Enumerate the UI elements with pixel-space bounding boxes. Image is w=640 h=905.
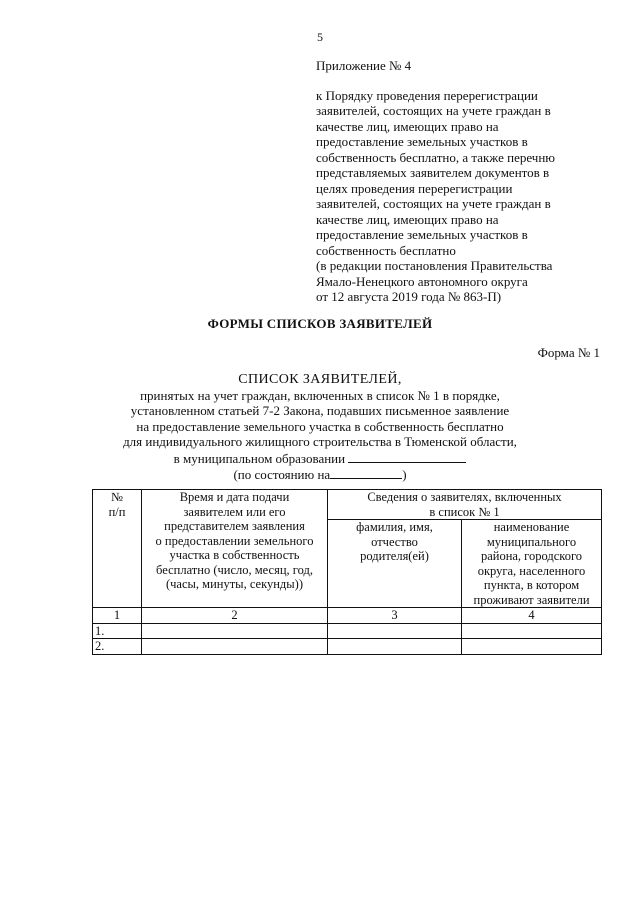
header-submission-time: Время и дата подачи заявителем или его представителем заявления о предоставлении земельного участка в собственность бесплатно (число, месяц, год, (часы, минуты, секунды)) xyxy=(142,490,328,608)
municipality-line xyxy=(0,450,640,467)
column-number: 3 xyxy=(328,608,462,624)
header-locality: наименование муниципального района, городского округа, населенного пункта, в котором проживают заявители xyxy=(462,520,602,608)
appendix-line: собственность бесплатно, а также перечню xyxy=(316,149,556,165)
column-number: 2 xyxy=(142,608,328,624)
appendix-line: целях проведения перерегистрации xyxy=(316,180,513,196)
appendix-line: качестве лиц, имеющих право на xyxy=(316,118,499,134)
as-of-line xyxy=(0,466,640,483)
table-cell xyxy=(142,623,328,639)
as-of-close: ) xyxy=(402,467,407,482)
header-full-name: фамилия, имя, отчество родителя(ей) xyxy=(328,520,462,608)
as-of-label: (по состоянию на xyxy=(233,467,331,482)
appendix-line: собственность бесплатно xyxy=(316,242,456,258)
appendix-line: предоставление земельных участков в xyxy=(316,134,528,149)
row-number: 1. xyxy=(93,623,142,639)
table-cell xyxy=(328,623,462,639)
form-number: Форма № 1 xyxy=(537,345,600,360)
appendix-line: предоставление земельных участков в xyxy=(316,227,528,242)
appendix-line: Ямало-Ненецкого автономного округа xyxy=(316,273,528,289)
appendix-line: заявителей, состоящих на учете граждан в xyxy=(316,196,551,211)
appendix-title: Приложение № 4 xyxy=(316,58,412,73)
list-title: СПИСОК ЗАЯВИТЕЛЕЙ, xyxy=(238,372,402,387)
table-cell xyxy=(462,623,602,639)
appendix-line: (в редакции постановления Правительства xyxy=(316,258,553,273)
municipality-label: в муниципальном образовании xyxy=(173,450,346,466)
header-applicant-info: Сведения о заявителях, включенных в список № 1 xyxy=(328,490,602,520)
column-number: 4 xyxy=(462,608,602,624)
list-line: установленном статьей 7-2 Закона, подавших письменное заявление xyxy=(130,403,510,418)
row-number: 2. xyxy=(93,639,142,655)
table-row xyxy=(93,623,602,639)
appendix-line: к Порядку проведения перерегистрации xyxy=(316,87,538,103)
table-cell xyxy=(462,639,602,655)
municipality-blank xyxy=(348,450,466,463)
list-intro xyxy=(0,372,640,483)
table-header-row xyxy=(93,490,602,520)
appendix-body xyxy=(316,88,616,305)
table-row xyxy=(93,639,602,655)
applicants-table xyxy=(92,489,602,655)
appendix-line: качестве лиц, имеющих право на xyxy=(316,211,499,227)
list-line: для индивидуального жилищного строительства в Тюменской области, xyxy=(123,434,517,449)
table-cell xyxy=(142,639,328,655)
column-number: 1 xyxy=(93,608,142,624)
page-number: 5 xyxy=(317,30,323,44)
column-number-row xyxy=(93,608,602,624)
header-number: № п/п xyxy=(93,490,142,608)
appendix-line: представляемых заявителем документов в xyxy=(316,165,550,180)
appendix-line: заявителей, состоящих на учете граждан в xyxy=(316,103,551,118)
list-line: принятых на учет граждан, включенных в список № 1 в порядке, xyxy=(140,387,500,403)
appendix-header xyxy=(316,58,616,305)
list-line: на предоставление земельного участка в собственность бесплатно xyxy=(136,418,504,434)
table-cell xyxy=(328,639,462,655)
as-of-blank xyxy=(330,466,402,479)
forms-heading: ФОРМЫ СПИСКОВ ЗАЯВИТЕЛЕЙ xyxy=(207,316,433,331)
appendix-line: от 12 августа 2019 года № 863-П) xyxy=(316,289,502,304)
